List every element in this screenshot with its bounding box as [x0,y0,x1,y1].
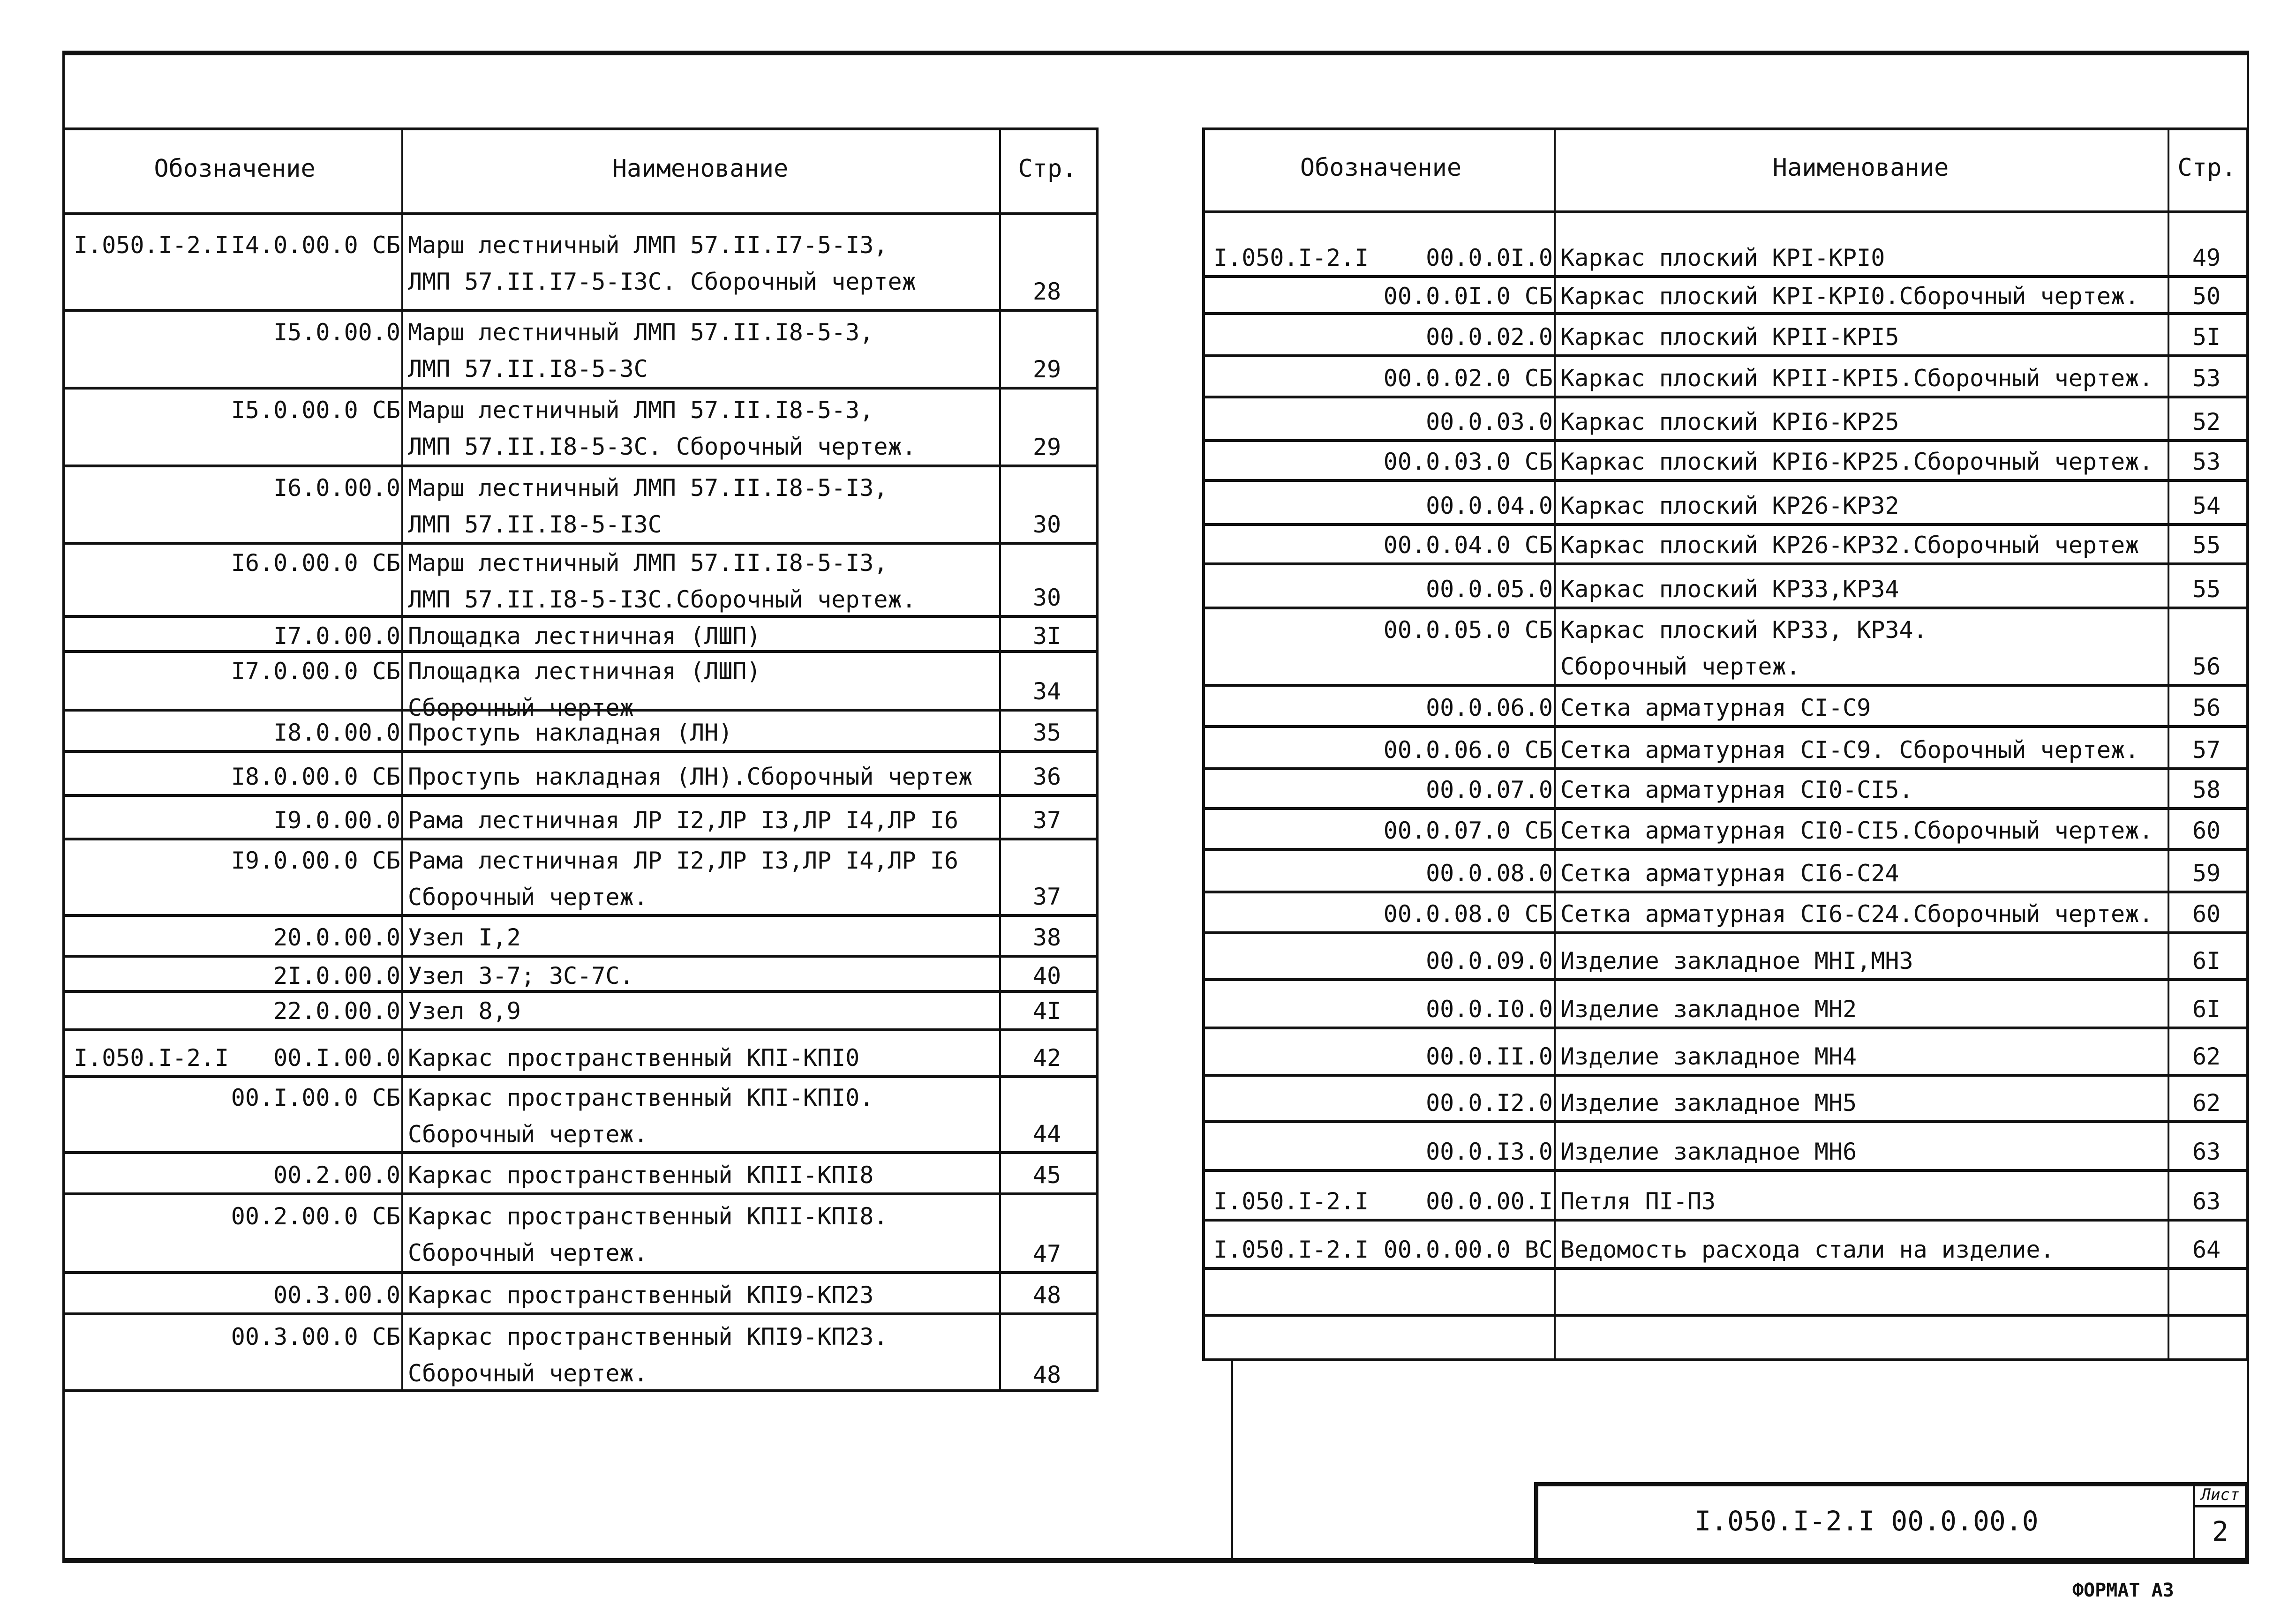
table-row [65,955,1096,990]
table-row [1205,1267,2246,1314]
page-number: 30 [1032,584,1061,611]
page-number: 45 [1032,1162,1061,1189]
item-name: Рама лестничная ЛР I2,ЛР I3,ЛР I4,ЛР I6 [408,807,958,834]
page-number: 60 [2192,817,2221,844]
item-name: Сетка арматурная СI-С9 [1560,694,1871,721]
item-name: Сборочный чертеж. [408,883,648,911]
designation-code: I9.0.00.0 СБ [231,847,400,874]
page-number: 48 [1032,1282,1061,1309]
page-number: 36 [1032,763,1061,790]
header-designation: Обозначение [154,154,316,183]
page-number: 6I [2192,996,2221,1023]
page-number: 48 [1032,1361,1061,1388]
table-row [65,1271,1096,1312]
table-row [65,465,1096,542]
designation-code: 00.0.05.0 [1426,576,1553,603]
item-name: Сетка арматурная СI6-С24 [1560,860,1899,887]
item-name: Узел 8,9 [408,997,521,1025]
item-name: Каркас плоский КРI-КРI0 [1560,244,1885,271]
page-number: 38 [1032,924,1061,951]
sheet-label: Лист [2201,1485,2240,1504]
item-name: Сборочный чертеж. [1560,652,1800,680]
table-row [1205,1074,2246,1120]
table-row [1205,1120,2246,1169]
page-number: 30 [1032,511,1061,538]
table-row [1205,978,2246,1027]
item-name: Проступь накладная (ЛН).Сборочный чертеж [408,763,973,790]
page-number: 62 [2192,1089,2221,1117]
designation-code: 00.0.02.0 СБ [1383,365,1553,392]
table-row [1205,523,2246,562]
designation-code: 00.0.06.0 [1426,694,1553,721]
table-row [1205,439,2246,479]
left-contents-table [62,127,1099,1392]
page-number: 44 [1032,1120,1061,1147]
page-number: 58 [2192,776,2221,803]
table-row [65,615,1096,650]
item-name: Проступь накладная (ЛН) [408,719,733,746]
item-name: ЛМП 57.II.I8-5-I3С.Сборочный чертеж. [408,586,916,613]
table-row [1205,562,2246,607]
designation-code: 00.0.08.0 [1426,860,1553,887]
designation-code: 00.0.06.0 СБ [1383,736,1553,764]
page-number: 54 [2192,492,2221,519]
designation-code: 00.0.I2.0 [1426,1089,1553,1117]
designation-code: 00.3.00.0 [273,1282,400,1309]
item-name: Площадка лестничная (ЛШП) [408,658,761,685]
table-row [65,387,1096,465]
designation-code: I7.0.00.0 СБ [231,658,400,685]
designation-code: 00.0.08.0 СБ [1383,900,1553,928]
item-name: Каркас пространственный КПI9-КП23. [408,1323,888,1350]
format-label: ФОРМАТ А3 [2072,1580,2174,1601]
designation-code: I8.0.00.0 СБ [231,763,400,790]
item-name: Сетка арматурная СI0-СI5. [1560,776,1913,803]
table-row [1205,396,2246,439]
item-name: ЛМП 57.II.I8-5-I3С [408,510,662,538]
page-number: 40 [1032,962,1061,989]
table-row [65,650,1096,721]
designation-code: 00.0.0I.0 [1426,244,1553,271]
designation-prefix: I.050.I-2.I [74,232,229,259]
item-name: ЛМП 57.II.I8-5-3С [408,355,648,382]
item-name: Изделие закладное МНI,МН3 [1560,947,1913,974]
designation-code: I4.0.00.0 СБ [231,232,400,259]
item-name: Каркас плоский КР26-КР32 [1560,492,1899,519]
designation-code: I6.0.00.0 [273,474,400,502]
item-name: Марш лестничный ЛМП 57.II.I8-5-3, [408,397,874,424]
table-row [1205,1314,2246,1361]
designation-code: 00.0.02.0 [1426,323,1553,351]
item-name: Узел 3-7; 3С-7С. [408,962,634,989]
page-number: 42 [1032,1044,1061,1072]
item-name: Марш лестничный ЛМП 57.II.I8-5-I3, [408,549,888,577]
table-row [65,990,1096,1028]
table-row [65,838,1096,914]
page-number: 5I [2192,323,2221,351]
item-name: Изделие закладное МН6 [1560,1138,1857,1165]
item-name: Марш лестничный ЛМП 57.II.I7-5-I3, [408,232,888,259]
item-name: Каркас плоский КР33,КР34 [1560,576,1899,603]
table-row [1205,767,2246,807]
page-number: 60 [2192,900,2221,928]
page-number: 53 [2192,448,2221,475]
page-number: 6I [2192,947,2221,974]
designation-code: 00.0.0I.0 СБ [1383,283,1553,310]
page-number: 56 [2192,694,2221,721]
item-name: Каркас плоский КРI-КРI0.Сборочный чертеж. [1560,283,2139,310]
page-number: 37 [1032,807,1061,834]
item-name: Площадка лестничная (ЛШП) [408,622,761,650]
item-name: Каркас пространственный КПI-КПI0. [408,1084,874,1111]
table-row [65,542,1096,615]
table-row [1205,1169,2246,1219]
item-name: Петля ПI-П3 [1560,1188,1716,1215]
item-name: Сборочный чертеж. [408,1239,648,1267]
designation-code: 00.0.00.0 ВС [1383,1236,1553,1263]
item-name: Каркас плоский КРII-КРI5.Сборочный чертеж. [1560,365,2153,392]
document-code: I.050.I-2.I 00.0.00.0 [1694,1505,2039,1537]
header-name: Наименование [612,154,789,183]
page-number: 55 [2192,576,2221,603]
designation-code: 00.I.00.0 [273,1044,400,1072]
item-name: Каркас плоский КРI6-КР25 [1560,408,1899,435]
table-row [1205,891,2246,931]
designation-code: 00.0.04.0 [1426,492,1553,519]
designation-code: 00.0.I3.0 [1426,1138,1553,1165]
table-row [1205,275,2246,312]
table-row [1205,479,2246,523]
designation-code: 22.0.00.0 [273,997,400,1025]
page-number: 49 [2192,244,2221,271]
item-name: Сетка арматурная СI6-С24.Сборочный чертеж. [1560,900,2153,928]
table-row [65,212,1096,309]
item-name: Каркас плоский КР26-КР32.Сборочный чертеж [1560,532,2139,559]
table-row [1205,1219,2246,1267]
page-number: 53 [2192,365,2221,392]
item-name: Сборочный чертеж. [408,1360,648,1387]
designation-code: 00.0.09.0 [1426,947,1553,974]
table-row [65,1028,1096,1075]
item-name: Изделие закладное МН2 [1560,996,1857,1023]
page-number: 34 [1032,678,1061,705]
item-name: Каркас плоский КР33, КР34. [1560,616,1927,644]
page-number: 64 [2192,1236,2221,1263]
table-row [1205,210,2246,275]
right-contents-table [1202,127,2249,1361]
header-name: Наименование [1772,153,1949,182]
designation-code: 00.0.07.0 СБ [1383,817,1553,844]
designation-code: I5.0.00.0 СБ [231,397,400,424]
table-row [1205,684,2246,725]
header-page: Стр. [2177,153,2236,182]
item-name: ЛМП 57.II.I7-5-I3С. Сборочный чертеж [408,268,916,295]
table-row [1205,848,2246,891]
designation-code: I5.0.00.0 [273,319,400,346]
designation-code: I8.0.00.0 [273,719,400,746]
item-name: ЛМП 57.II.I8-5-3С. Сборочный чертеж. [408,433,916,460]
item-name: Каркас плоский КРI6-КР25.Сборочный чертеж. [1560,448,2153,475]
table-row [65,1151,1096,1192]
item-name: Сборочный чертеж [408,694,634,721]
page-number: 63 [2192,1138,2221,1165]
item-name: Изделие закладное МН5 [1560,1089,1857,1117]
designation-code: I7.0.00.0 [273,622,400,650]
page-number: 52 [2192,408,2221,435]
designation-code: 00.0.03.0 СБ [1383,448,1553,475]
table-row [1205,807,2246,848]
item-name: Сетка арматурная СI0-СI5.Сборочный чертеж. [1560,817,2153,844]
item-name: Марш лестничный ЛМП 57.II.I8-5-I3, [408,474,888,502]
page-number: 35 [1032,719,1061,746]
item-name: Узел I,2 [408,924,521,951]
item-name: Каркас пространственный КПI-КПI0 [408,1044,860,1072]
table-row [65,1075,1096,1151]
item-name: Ведомость расхода стали на изделие. [1560,1236,2055,1263]
designation-code: 00.0.00.I [1426,1188,1553,1215]
designation-code: 00.0.03.0 [1426,408,1553,435]
page-number: 55 [2192,532,2221,559]
page-number: 59 [2192,860,2221,887]
designation-code: 00.0.05.0 СБ [1383,616,1553,644]
page-number: 29 [1032,434,1061,461]
page-number: 3I [1032,622,1061,650]
table-row [1205,607,2246,684]
item-name: Сборочный чертеж. [408,1121,648,1148]
designation-code: 00.0.07.0 [1426,776,1553,803]
page-number: 29 [1032,356,1061,383]
page-number: 28 [1032,278,1061,305]
page-number: 57 [2192,736,2221,764]
item-name: Марш лестничный ЛМП 57.II.I8-5-3, [408,319,874,346]
frame-divider-line [1231,1359,1233,1561]
designation-prefix: I.050.I-2.I [1213,244,1369,271]
designation-code: 00.3.00.0 СБ [231,1323,400,1350]
designation-prefix: I.050.I-2.I [74,1044,229,1072]
item-name: Рама лестничная ЛР I2,ЛР I3,ЛР I4,ЛР I6 [408,847,958,874]
table-row [65,914,1096,955]
table-row [65,309,1096,387]
designation-code: I6.0.00.0 СБ [231,549,400,577]
page-number: 62 [2192,1043,2221,1070]
table-row [65,794,1096,838]
item-name: Каркас пространственный КПI9-КП23 [408,1282,874,1309]
table-row [1205,1027,2246,1074]
page-number: 63 [2192,1188,2221,1215]
table-row [65,709,1096,750]
designation-code: 00.0.II.0 [1426,1043,1553,1070]
sheet-number: 2 [2212,1515,2228,1547]
table-row [1205,725,2246,767]
page-number: 50 [2192,283,2221,310]
table-row [65,1192,1096,1271]
table-row [65,1312,1096,1392]
designation-code: 2I.0.00.0 [273,962,400,989]
item-name: Каркас плоский КРII-КРI5 [1560,323,1899,351]
table-row [65,750,1096,794]
designation-code: 00.2.00.0 СБ [231,1203,400,1230]
table-row [1205,312,2246,354]
designation-code: 00.2.00.0 [273,1162,400,1189]
page-number: 4I [1032,997,1061,1025]
item-name: Изделие закладное МН4 [1560,1043,1857,1070]
page-number: 56 [2192,653,2221,680]
designation-code: 20.0.00.0 [273,924,400,951]
item-name: Каркас пространственный КПII-КПI8. [408,1203,888,1230]
designation-code: 00.I.00.0 СБ [231,1084,400,1111]
designation-prefix: I.050.I-2.I [1213,1188,1369,1215]
page-number: 37 [1032,883,1061,910]
page-number: 47 [1032,1240,1061,1267]
designation-code: 00.0.I0.0 [1426,996,1553,1023]
table-row [1205,354,2246,396]
sheet-column-divider [2193,1486,2195,1560]
title-block [1534,1482,2249,1564]
designation-code: 00.0.04.0 СБ [1383,532,1553,559]
designation-prefix: I.050.I-2.I [1213,1236,1369,1263]
item-name: Сетка арматурная СI-С9. Сборочный чертеж. [1560,736,2139,764]
header-page: Стр. [1018,154,1077,183]
designation-code: I9.0.00.0 [273,807,400,834]
header-designation: Обозначение [1300,153,1462,182]
table-row [1205,931,2246,978]
sheet-label-divider [2195,1505,2245,1507]
item-name: Каркас пространственный КПII-КПI8 [408,1162,874,1189]
